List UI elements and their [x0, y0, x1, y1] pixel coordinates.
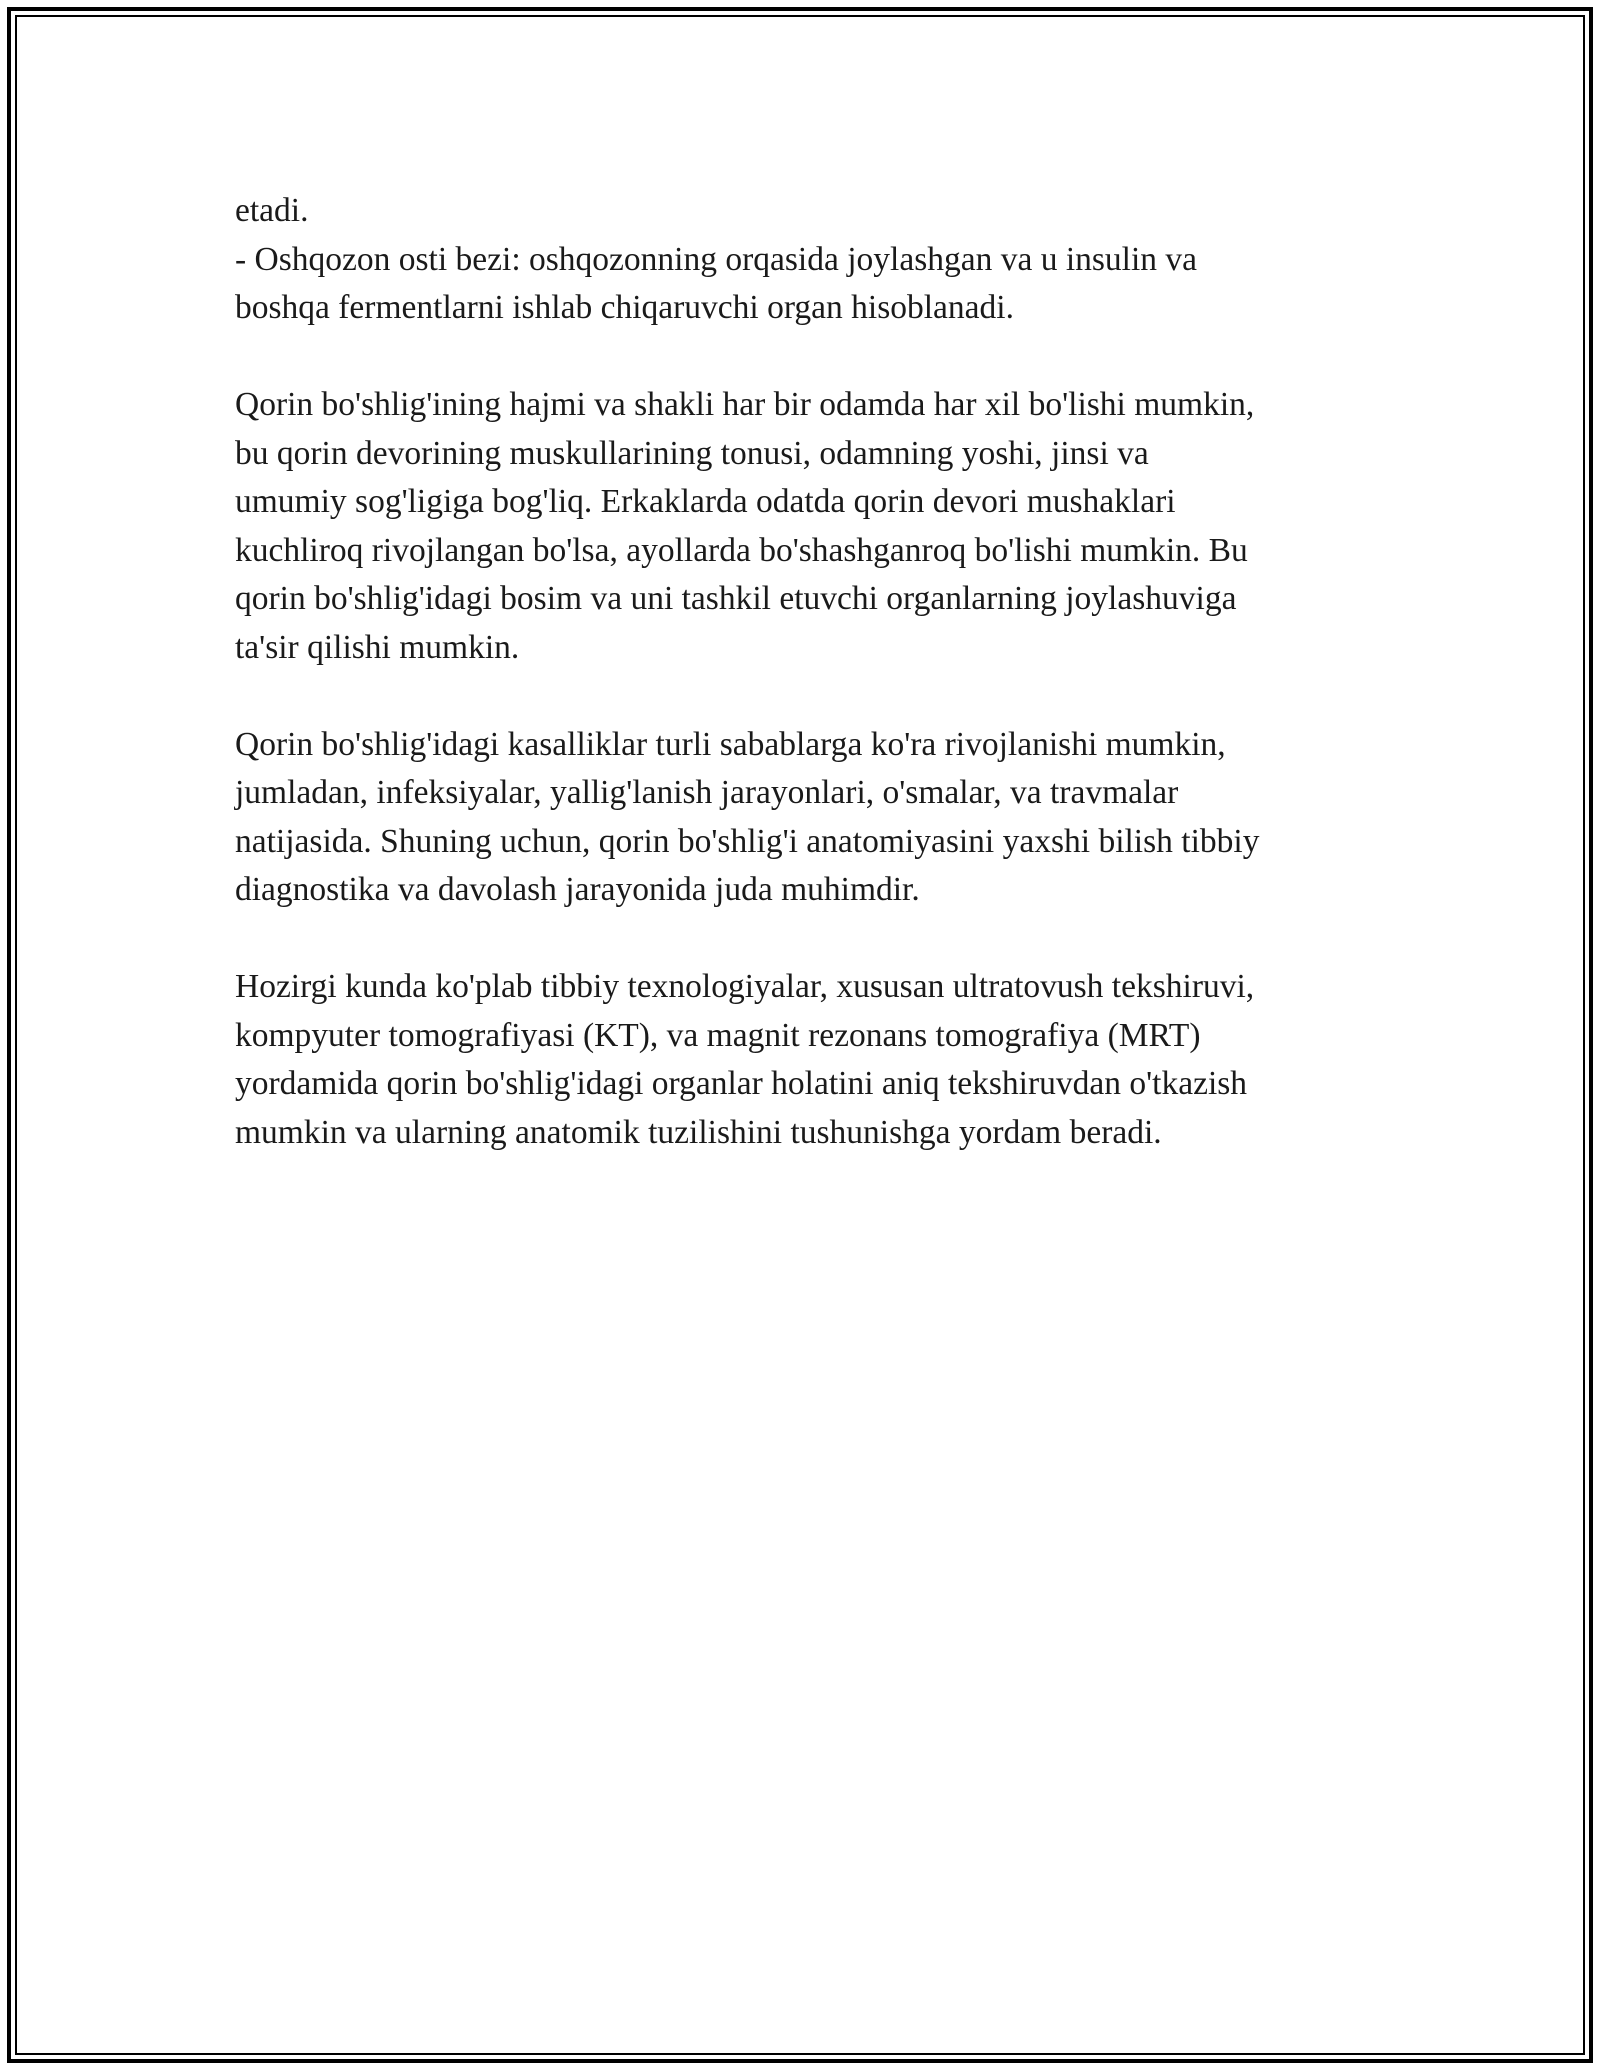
paragraph-abdominal-size: Qorin bo'shlig'ining hajmi va shakli har bir odamda har xil bo'lishi mumkin, bu qorin devorining muskullarining tonusi, odamning yoshi, jinsi va umumiy sog'ligiga bog'liq. Erkaklarda odatda qorin devori mushaklari kuchliroq rivojlangan bo'lsa, ayollarda bo'shashganroq bo'lishi mumkin. Bu qorin bo'shlig'idagi bosim va uni tashkil etuvchi organlarning joylashuviga ta'sir qilishi mumkin.: [235, 386, 1255, 666]
paragraph-diseases: Qorin bo'shlig'idagi kasalliklar turli sabablarga ko'ra rivojlanishi mumkin, jumladan, infeksiyalar, yallig'lanish jarayonlari, o'smalar, va travmalar natijasida. Shuning uchun, qorin bo'shlig'i anatomiyasini yaxshi bilish tibbiy diagnostika va davolash jarayonida juda muhimdir.: [235, 725, 1260, 908]
document-body: [235, 187, 1375, 1206]
paragraph-pancreas: etadi. - Oshqozon osti bezi: oshqozonning orqasida joylashgan va u insulin va boshqa fermentlarni ishlab chiqaruvchi organ hisoblanadi.: [235, 192, 1198, 326]
paragraph-technologies: Hozirgi kunda ko'plab tibbiy texnologiyalar, xususan ultratovush tekshiruvi, kompyuter tomografiyasi (KT), va magnit rezonans tomografiya (MRT) yordamida qorin bo'shlig'idagi organlar holatini aniq tekshiruvdan o'tkazish mumkin va ularning anatomik tuzilishini tushunishga yordam beradi.: [235, 968, 1255, 1151]
